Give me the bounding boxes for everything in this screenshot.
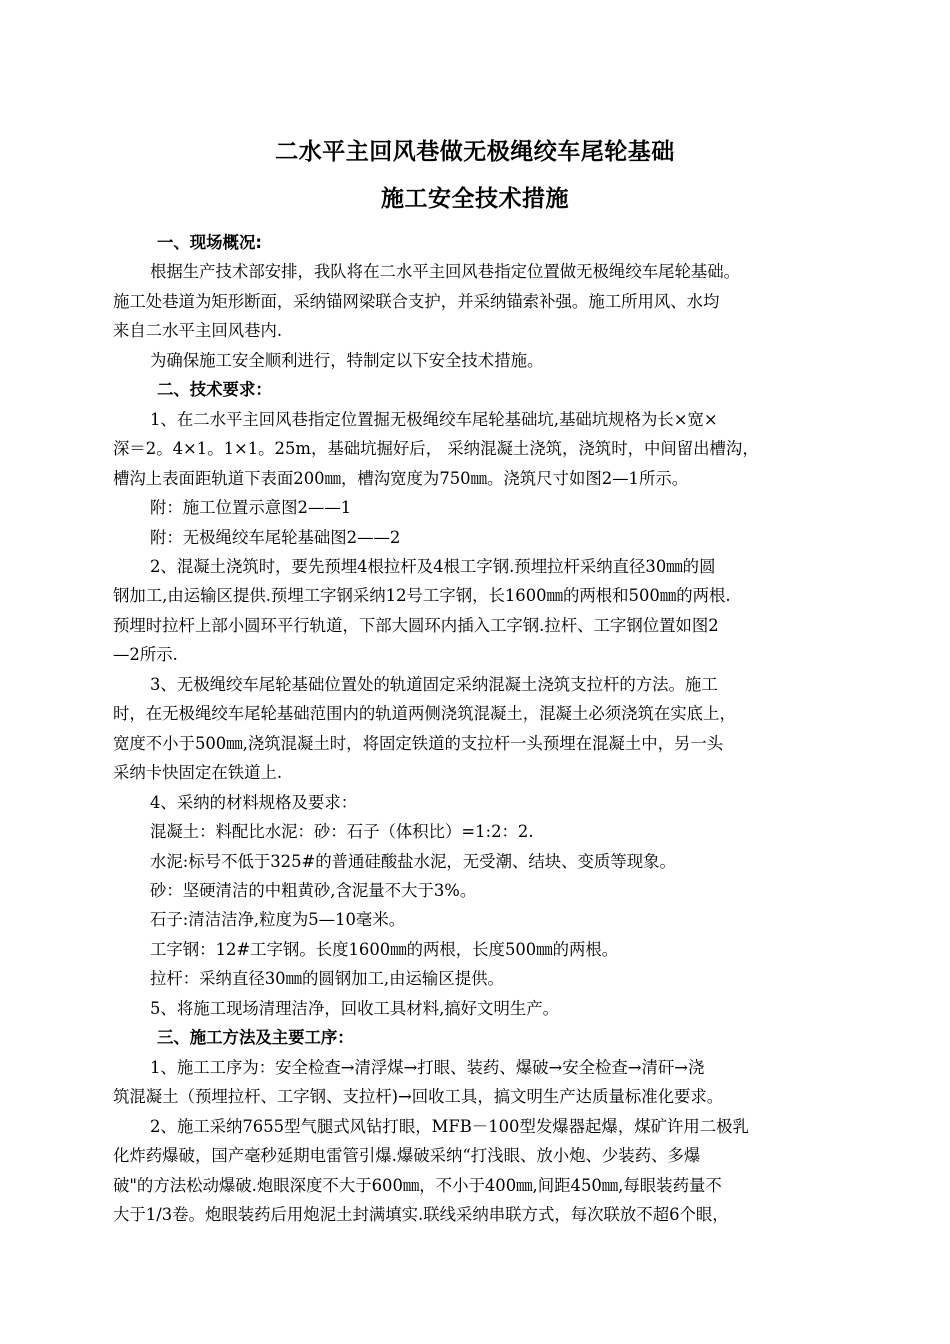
document-subtitle: 施工安全技术措施 — [381, 186, 569, 212]
body-text-line: 附：无极绳绞车尾轮基础图2——2 — [150, 527, 401, 547]
body-text-line: 附：施工位置示意图2——1 — [150, 498, 352, 518]
body-text-line: 钢加工,由运输区提供.预埋工字钢采纳12号工字钢，长1600㎜的两根和500㎜的两根. — [113, 586, 731, 606]
body-text-line: 采纳卡快固定在铁道上. — [113, 763, 283, 783]
document-title: 二水平主回风巷做无极绳绞车尾轮基础 — [275, 139, 675, 165]
body-text-line: 5、将施工现场清理洁净，回收工具材料,搞好文明生产。 — [150, 998, 560, 1018]
section-heading: 二、技术要求： — [157, 380, 272, 400]
body-text-line: 混凝土：料配比水泥：砂：石子（体积比）=1:2：2. — [150, 822, 534, 842]
body-text-line: —2所示. — [113, 645, 178, 665]
body-text-line: 预埋时拉杆上部小圆环平行轨道，下部大圆环内插入工字钢.拉杆、工字钢位置如图2 — [113, 615, 719, 635]
body-text-line: 水泥:标号不低于325#的普通硅酸盐水泥，无受潮、结块、变质等现象。 — [150, 851, 676, 871]
body-text-line: 深＝2。4×1。1×1。25m，基础坑掘好后， 采纳混凝土浇筑，浇筑时，中间留出槽沟， — [113, 439, 759, 459]
body-text-line: 宽度不小于500㎜,浇筑混凝土时，将固定铁道的支拉杆一头预埋在混凝土中，另一头 — [113, 733, 724, 753]
body-text-line: 1、在二水平主回风巷指定位置掘无极绳绞车尾轮基础坑,基础坑规格为长×宽× — [150, 409, 718, 429]
body-text-line: 槽沟上表面距轨道下表面200㎜，槽沟宽度为750㎜。浇筑尺寸如图2—1所示。 — [113, 468, 689, 488]
body-text-line: 为确保施工安全顺利进行，特制定以下安全技术措施。 — [150, 350, 544, 370]
body-text-line: 3、无极绳绞车尾轮基础位置处的轨道固定采纳混凝土浇筑支拉杆的方法。施工 — [150, 674, 718, 694]
body-text-line: 拉杆：采纳直径30㎜的圆钢加工,由运输区提供。 — [150, 969, 504, 989]
section-heading: 三、施工方法及主要工序： — [157, 1028, 354, 1048]
body-text-line: 时，在无极绳绞车尾轮基础范围内的轨道两侧浇筑混凝土，混凝土必须浇筑在实底上， — [113, 704, 736, 724]
body-text-line: 破"的方法松动爆破.炮眼深度不大于600㎜，不小于400㎜,间距450㎜,每眼装药量不 — [113, 1175, 722, 1195]
body-text-line: 砂：坚硬清洁的中粗黄砂,含泥量不大于3%。 — [150, 880, 477, 900]
body-text-line: 来自二水平主回风巷内. — [113, 321, 283, 341]
body-text-line: 1、施工工序为：安全检查→清浮煤→打眼、装药、爆破→安全检查→清矸→浇 — [150, 1057, 705, 1077]
body-text-line: 大于1/3卷。炮眼装药后用炮泥土封满填实.联线采纳串联方式，每次联放不超6个眼， — [113, 1204, 729, 1224]
body-text-line: 2、施工采纳7655型气腿式风钻打眼，MFB－100型发爆器起爆，煤矿许用二极乳 — [150, 1116, 749, 1136]
body-text-line: 石子:清洁洁净,粒度为5—10毫米。 — [150, 910, 406, 930]
body-text-line: 化炸药爆破，国产毫秒延期电雷管引爆.爆破采纳“打浅眼、放小炮、少装药、多爆 — [113, 1146, 701, 1166]
section-heading: 一、现场概况: — [157, 233, 262, 252]
body-text-line: 2、混凝土浇筑时，要先预埋4根拉杆及4根工字钢.预埋拉杆采纳直径30㎜的圆 — [150, 556, 716, 576]
document-body — [113, 228, 843, 1229]
body-text-line: 筑混凝土（预埋拉杆、工字钢、支拉杆)→回收工具，搞文明生产达质量标准化要求。 — [113, 1087, 724, 1107]
body-text-line: 根据生产技术部安排，我队将在二水平主回风巷指定位置做无极绳绞车尾轮基础。 — [150, 262, 741, 282]
body-text-line: 工字钢：12#工字钢。长度1600㎜的两根，长度500㎜的两根。 — [150, 939, 619, 959]
body-text-line: 4、采纳的材料规格及要求： — [150, 792, 358, 812]
body-text-line: 施工处巷道为矩形断面，采纳锚网梁联合支护，并采纳锚索补强。施工所用风、水均 — [113, 291, 720, 311]
